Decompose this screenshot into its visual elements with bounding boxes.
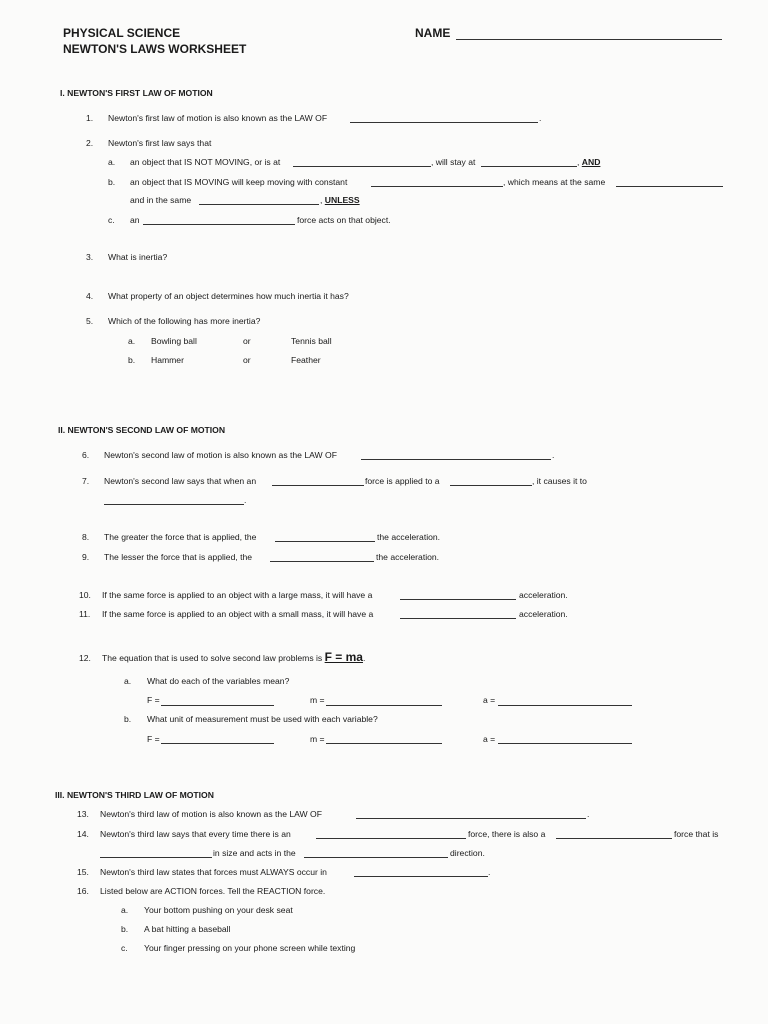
q2b-part3: and in the same [130,195,192,205]
q13-text: Newton's third law of motion is also known as the LAW OF [100,809,322,819]
q5a-letter: a. [128,336,136,346]
q16a-letter: a. [121,905,129,915]
q12b-f-blank[interactable] [161,743,274,744]
q9-blank[interactable] [270,561,374,562]
q15-number: 15. [77,867,89,877]
q11-part1: If the same force is applied to an object with a small mass, it will have a [102,609,374,619]
q15-end: . [488,867,491,877]
q14-blank-2[interactable] [556,838,672,839]
q10-blank[interactable] [400,599,516,600]
q5-text: Which of the following has more inertia? [108,316,261,326]
q7-part3: , it causes it to [532,476,587,486]
q12a-a-blank[interactable] [498,705,632,706]
title-line-1: PHYSICAL SCIENCE [63,26,181,40]
q14-part2: force, there is also a [468,829,546,839]
q14-part3: force that is [674,829,719,839]
q4-number: 4. [86,291,94,301]
q2b-part4: , UNLESS [320,195,360,205]
q14-part4: in size and acts in the [213,848,296,858]
q6-number: 6. [82,450,90,460]
q2a-blank-2[interactable] [481,166,577,167]
name-label: NAME [415,26,451,40]
q9-number: 9. [82,552,90,562]
q15-text: Newton's third law states that forces must ALWAYS occur in [100,867,327,877]
q2b-blank-3[interactable] [199,204,319,205]
q2-number: 2. [86,138,94,148]
q6-text: Newton's second law of motion is also known as the LAW OF [104,450,337,460]
q5b-left: Hammer [151,355,184,365]
q12a-m-label: m = [310,695,325,705]
q16c-letter: c. [121,943,128,953]
q2a-part1: an object that IS NOT MOVING, or is at [130,157,281,167]
q5b-letter: b. [128,355,136,365]
q15-blank[interactable] [354,876,488,877]
q2b-part1: an object that IS MOVING will keep moving with constant [130,177,348,187]
q14-part5: direction. [450,848,485,858]
q5b-or: or [243,355,251,365]
q5b-right: Feather [291,355,321,365]
q2b-blank-1[interactable] [371,186,503,187]
q12-equation: F = ma [324,650,363,664]
q12a-f-blank[interactable] [161,705,274,706]
q1-text: Newton's first law of motion is also known as the LAW OF [108,113,328,123]
q1-end: . [539,113,542,123]
q5-number: 5. [86,316,94,326]
q16-number: 16. [77,886,89,896]
q7-end: . [244,495,247,505]
q4-text: What property of an object determines how much inertia it has? [108,291,349,301]
q2a-part3: , AND [577,157,601,167]
q7-blank-2[interactable] [450,485,532,486]
q13-end: . [587,809,590,819]
section-3-heading: III. NEWTON'S THIRD LAW OF MOTION [55,790,214,800]
q13-blank[interactable] [356,818,586,819]
q5a-left: Bowling ball [151,336,197,346]
q14-number: 14. [77,829,89,839]
q12-end: . [362,653,366,663]
section-1-heading: I. NEWTON'S FIRST LAW OF MOTION [60,88,213,98]
q2c-blank[interactable] [143,224,295,225]
q2-text: Newton's first law says that [108,138,212,148]
q8-blank[interactable] [275,541,375,542]
q2b-part2: , which means at the same [503,177,606,187]
q16b-letter: b. [121,924,129,934]
q8-part2: the acceleration. [377,532,441,542]
q16c-text: Your finger pressing on your phone screen while texting [144,943,356,953]
q16b-text: A bat hitting a baseball [144,924,231,934]
q2c-letter: c. [108,215,115,225]
q10-part2: acceleration. [519,590,568,600]
q8-part1: The greater the force that is applied, the [104,532,257,542]
q12b-m-label: m = [310,734,325,744]
q5a-right: Tennis ball [291,336,332,346]
q16a-text: Your bottom pushing on your desk seat [144,905,293,915]
q1-blank[interactable] [350,122,538,123]
q11-blank[interactable] [400,618,516,619]
q2c-part1: an [130,215,140,225]
q11-number: 11. [79,609,91,619]
q14-part1: Newton's third law says that every time there is an [100,829,291,839]
q12b-f-label: F = [147,734,160,744]
q9-part2: the acceleration. [376,552,440,562]
q2a-letter: a. [108,157,116,167]
q12b-letter: b. [124,714,132,724]
q12b-text: What unit of measurement must be used with each variable? [147,714,378,724]
q6-end: . [552,450,555,460]
q9-part1: The lesser the force that is applied, the [104,552,253,562]
q12a-text: What do each of the variables mean? [147,676,290,686]
q12a-a-label: a = [483,695,496,705]
q12b-a-label: a = [483,734,496,744]
q14-blank-1[interactable] [316,838,466,839]
q1-number: 1. [86,113,94,123]
q8-number: 8. [82,532,90,542]
q2b-letter: b. [108,177,116,187]
q7-blank-1[interactable] [272,485,364,486]
q3-text: What is inertia? [108,252,168,262]
q12b-a-blank[interactable] [498,743,632,744]
title-line-2: NEWTON'S LAWS WORKSHEET [63,42,247,56]
q7-part1: Newton's second law says that when an [104,476,257,486]
q7-part2: force is applied to a [365,476,440,486]
q13-number: 13. [77,809,89,819]
q16-text: Listed below are ACTION forces. Tell the REACTION force. [100,886,326,896]
q12-text: The equation that is used to solve second law problems is [102,653,323,663]
q12-number: 12. [79,653,91,663]
name-blank[interactable] [456,39,722,40]
q10-part1: If the same force is applied to an object with a large mass, it will have a [102,590,373,600]
q2a-part2: , will stay at [431,157,476,167]
q12b-m-blank[interactable] [326,743,442,744]
q7-blank-3[interactable] [104,504,244,505]
q2a-blank-1[interactable] [293,166,431,167]
q14-blank-3[interactable] [100,857,212,858]
section-2-heading: II. NEWTON'S SECOND LAW OF MOTION [58,425,226,435]
q5a-or: or [243,336,251,346]
q14-blank-4[interactable] [304,857,448,858]
q3-number: 3. [86,252,94,262]
q12a-m-blank[interactable] [326,705,442,706]
q12-line [102,652,365,664]
q12a-letter: a. [124,676,132,686]
q11-part2: acceleration. [519,609,568,619]
q7-number: 7. [82,476,90,486]
q12a-f-label: F = [147,695,160,705]
q10-number: 10. [79,590,91,600]
q6-blank[interactable] [361,459,551,460]
q2c-part2: force acts on that object. [297,215,391,225]
q2b-blank-2[interactable] [616,186,723,187]
